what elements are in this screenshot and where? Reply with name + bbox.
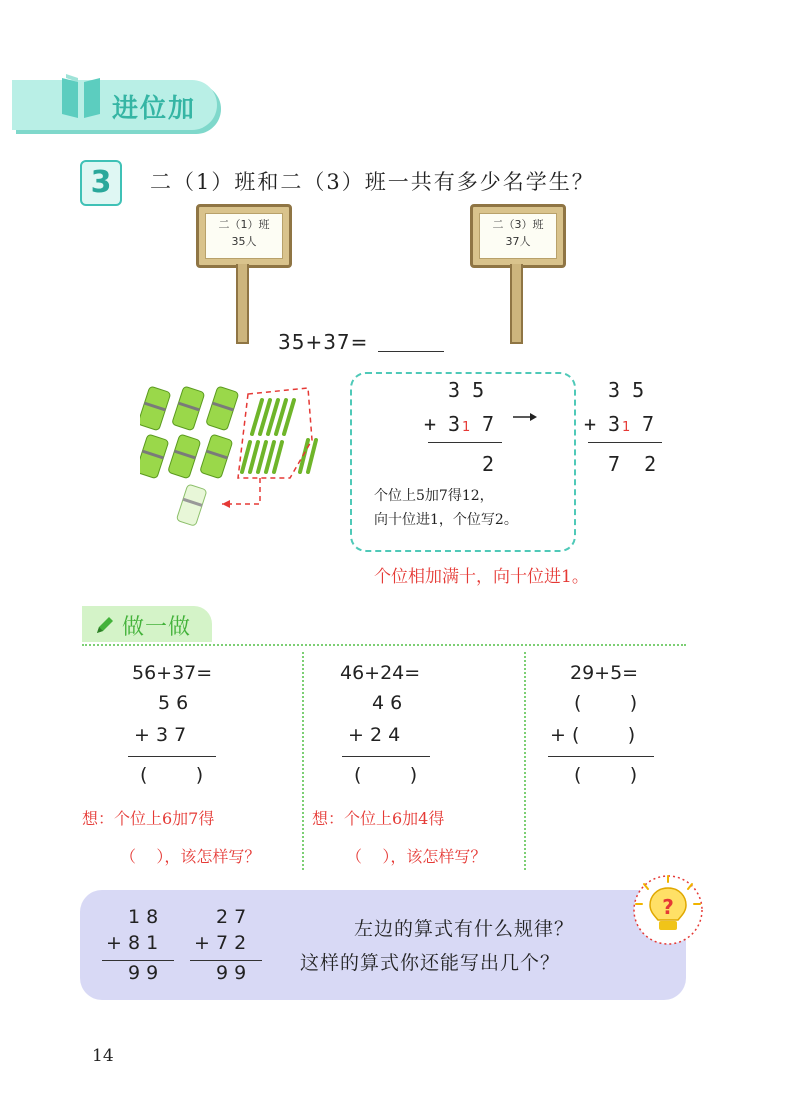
vertical-top: 3 5 — [448, 378, 485, 402]
pattern-bottom: + 7 2 — [194, 932, 247, 954]
pattern-question-1: 左边的算式有什么规律？ — [354, 918, 575, 940]
pattern-result: 9 9 — [128, 962, 159, 984]
carry-mark: 1 — [622, 420, 631, 435]
exercise-equation: 46+24= — [340, 662, 421, 684]
sum-line — [428, 442, 502, 443]
section-title: 进位加 — [112, 94, 197, 124]
divider — [302, 652, 304, 870]
carry-rule: 个位相加满十，向十位进1。 — [374, 567, 589, 587]
sum-line — [342, 756, 430, 757]
sign-class-2-3 — [470, 204, 566, 268]
sign-post — [236, 264, 249, 344]
sign-count: 35人 — [231, 235, 257, 248]
practice-title: 做一做 — [122, 615, 192, 640]
sign-class-2-1 — [196, 204, 292, 268]
answer-blank[interactable]: + ( ) — [550, 724, 636, 746]
vertical-top: 3 5 — [608, 378, 645, 402]
explanation-text-1: 个位上5加7得12， — [374, 488, 494, 504]
vertical-digit: 3 — [448, 412, 461, 436]
sign-label: 二（3）班 — [492, 218, 544, 231]
divider — [524, 652, 526, 870]
sum-line — [128, 756, 216, 757]
lightbulb-question-icon — [628, 870, 708, 950]
exercise-bottom: + 2 4 — [348, 724, 401, 746]
pattern-question-2: 这样的算式你还能写出几个？ — [300, 952, 561, 974]
exercise-top: 4 6 — [372, 692, 403, 714]
answer-blank — [378, 351, 444, 352]
answer-blank[interactable]: ( ) — [574, 764, 638, 786]
pattern-box — [80, 890, 686, 1000]
pattern-result: 9 9 — [216, 962, 247, 984]
pattern-top: 2 7 — [216, 906, 247, 928]
hint-text: 想：个位上6加4得 — [312, 809, 445, 828]
problem-question: 二（1）班和二（3）班一共有多少名学生？ — [150, 170, 595, 194]
sum-line — [588, 442, 662, 443]
page-number: 14 — [92, 1046, 114, 1066]
answer-blank[interactable]: ( ) — [574, 692, 638, 714]
exercise-bottom: + 3 7 — [134, 724, 187, 746]
sign-post — [510, 264, 523, 344]
pattern-bottom: + 8 1 — [106, 932, 159, 954]
vertical-digit: 7 — [642, 412, 655, 436]
main-equation: 35+37= — [278, 330, 369, 354]
problem-number: 3 — [80, 160, 122, 206]
pattern-top: 1 8 — [128, 906, 159, 928]
sign-label: 二（1）班 — [218, 218, 270, 231]
plus-sign: + — [424, 412, 437, 436]
counting-sticks-illustration — [140, 380, 330, 530]
hint-text: （ ），该怎样写？ — [346, 847, 487, 866]
hint-text: 想：个位上6加7得 — [82, 809, 215, 828]
vertical-digit: 7 — [482, 412, 495, 436]
pencil-icon — [94, 614, 116, 636]
exercise-equation: 29+5= — [570, 662, 639, 684]
plus-sign: + — [584, 412, 597, 436]
vertical-result: 7 2 — [608, 452, 657, 476]
exercise-equation: 56+37= — [132, 662, 213, 684]
sign-count: 37人 — [505, 235, 531, 248]
svg-text:?: ? — [662, 895, 674, 919]
answer-blank[interactable]: ( ) — [354, 764, 418, 786]
sum-line — [190, 960, 262, 961]
book-icon — [58, 72, 104, 122]
sum-line — [548, 756, 654, 757]
exercise-top: 5 6 — [158, 692, 189, 714]
explanation-text-2: 向十位进1，个位写2。 — [374, 512, 518, 528]
divider — [82, 644, 686, 646]
vertical-digit: 3 — [608, 412, 621, 436]
carry-mark: 1 — [462, 420, 471, 435]
arrow-right-icon — [512, 410, 538, 424]
vertical-result: 2 — [482, 452, 495, 476]
hint-text: （ ），该怎样写？ — [120, 847, 261, 866]
answer-blank[interactable]: ( ) — [140, 764, 204, 786]
sum-line — [102, 960, 174, 961]
